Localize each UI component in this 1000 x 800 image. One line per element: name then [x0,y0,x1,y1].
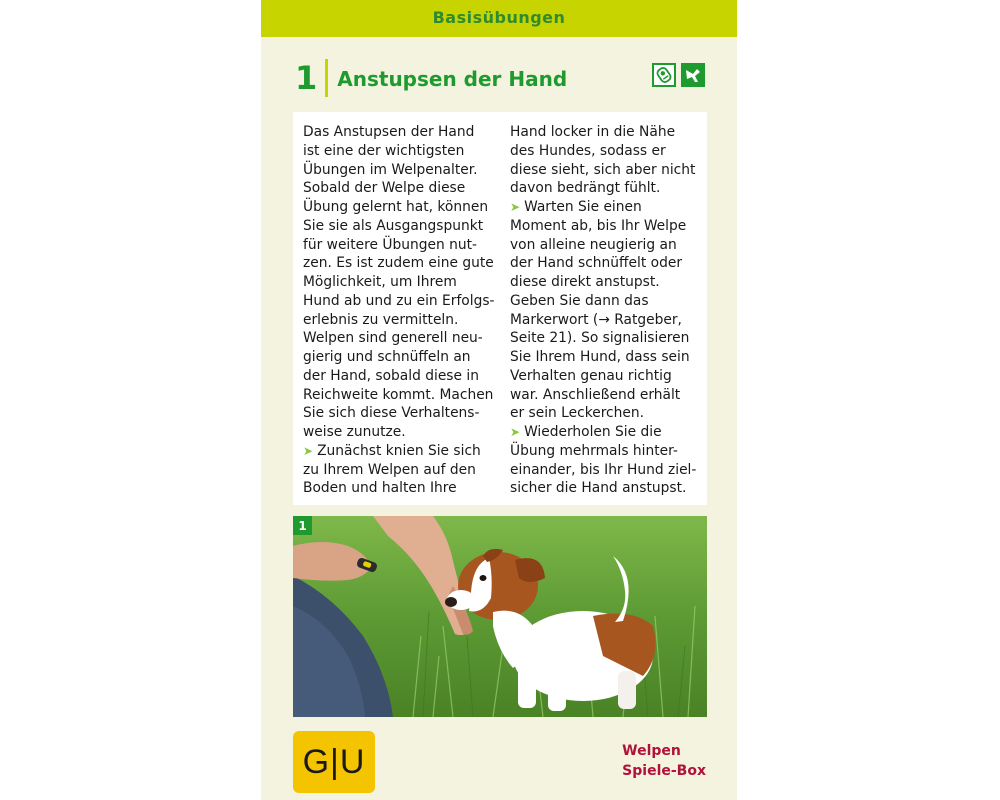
step-arrow-icon: ➤ [510,200,521,214]
text-line: Boden und halten Ihre [303,480,457,497]
text-line: Welpen sind generell neu- [303,330,483,347]
text-line: Übung mehrmals hinter- [510,442,678,459]
step-line [303,442,499,461]
exercise-number: 1 [295,59,318,97]
instruction-text-panel [293,112,707,505]
text-line: zu Ihrem Welpen auf den [303,461,476,478]
text-line: Markerwort (→ Ratgeber, [510,311,682,328]
text-line: diese sieht, sich aber nicht [510,161,696,178]
text-line: Sie sie als Ausgangspunkt [303,217,484,234]
text-line: einander, bis Ihr Hund ziel- [510,461,697,478]
text-line: zen. Es ist zudem eine gute [303,255,494,272]
text-line: Moment ab, bis Ihr Welpe [510,217,687,234]
text-line: Reichweite kommt. Machen [303,386,494,403]
exercise-title: Anstupsen der Hand [337,67,568,91]
text-line: von alleine neugierig an [510,236,677,253]
puppy-photo [293,516,707,717]
text-line: ist eine der wichtigsten [303,142,465,159]
exercise-title-row [295,58,567,98]
text-line: Das Anstupsen der Hand [303,124,475,140]
photo-number-badge: 1 [293,516,312,535]
publisher-logo [293,731,375,793]
text-line: erlebnis zu vermitteln. [303,311,459,328]
text-line: Sie sich diese Verhaltens- [303,405,480,422]
text-line: Übungen im Welpenalter. [303,161,478,178]
text-column-left [303,123,499,498]
text-line: weise zunutze. [303,424,406,440]
text-line: für weitere Übungen nut- [303,236,478,253]
step-text: Zunächst knien Sie sich [317,442,481,459]
text-line: der Hand, sobald diese in [303,367,479,384]
step-text: Warten Sie einen [524,199,642,215]
product-name-line-1: Welpen [622,743,681,759]
step-arrow-icon: ➤ [510,425,521,439]
text-line: Hund ab und zu ein Erfolgs- [303,292,495,309]
text-line: des Hundes, sodass er [510,142,666,159]
step-text: Wiederholen Sie die [524,424,662,440]
text-line: Hand locker in die Nähe [510,124,676,140]
product-name [622,741,706,781]
section-header-bar [261,0,737,37]
text-line: sicher die Hand anstupst. [510,480,687,497]
puppy-photo-illustration [293,516,707,717]
publisher-logo-text: G|U [302,742,366,781]
text-line: Verhalten genau richtig [510,367,672,384]
text-line: Übung gelernt hat, können [303,199,489,215]
section-title: Basisübungen [432,8,566,27]
step-arrow-icon: ➤ [303,443,314,458]
text-line: Sobald der Welpe diese [303,180,466,197]
text-line: der Hand schnüffelt oder [510,255,683,272]
text-line: davon bedrängt fühlt. [510,180,661,197]
text-line: gierig und schnüffeln an [303,349,471,365]
exercise-card [261,0,737,800]
title-divider [325,59,328,97]
clicker-icon [652,63,676,87]
text-line: er sein Leckerchen. [510,405,645,422]
text-line: diese direkt anstupst. [510,274,660,290]
text-column-right [510,123,706,498]
text-line: Geben Sie dann das [510,292,649,309]
text-line: Sie Ihrem Hund, dass sein [510,349,690,365]
step-line [510,423,706,442]
step-line [510,198,706,217]
horn-icon [681,63,705,87]
text-line: Seite 21). So signalisieren [510,330,690,347]
product-name-line-2: Spiele-Box [622,763,706,779]
text-line: war. Anschließend erhält [510,386,681,403]
text-line: Möglichkeit, um Ihrem [303,274,457,290]
